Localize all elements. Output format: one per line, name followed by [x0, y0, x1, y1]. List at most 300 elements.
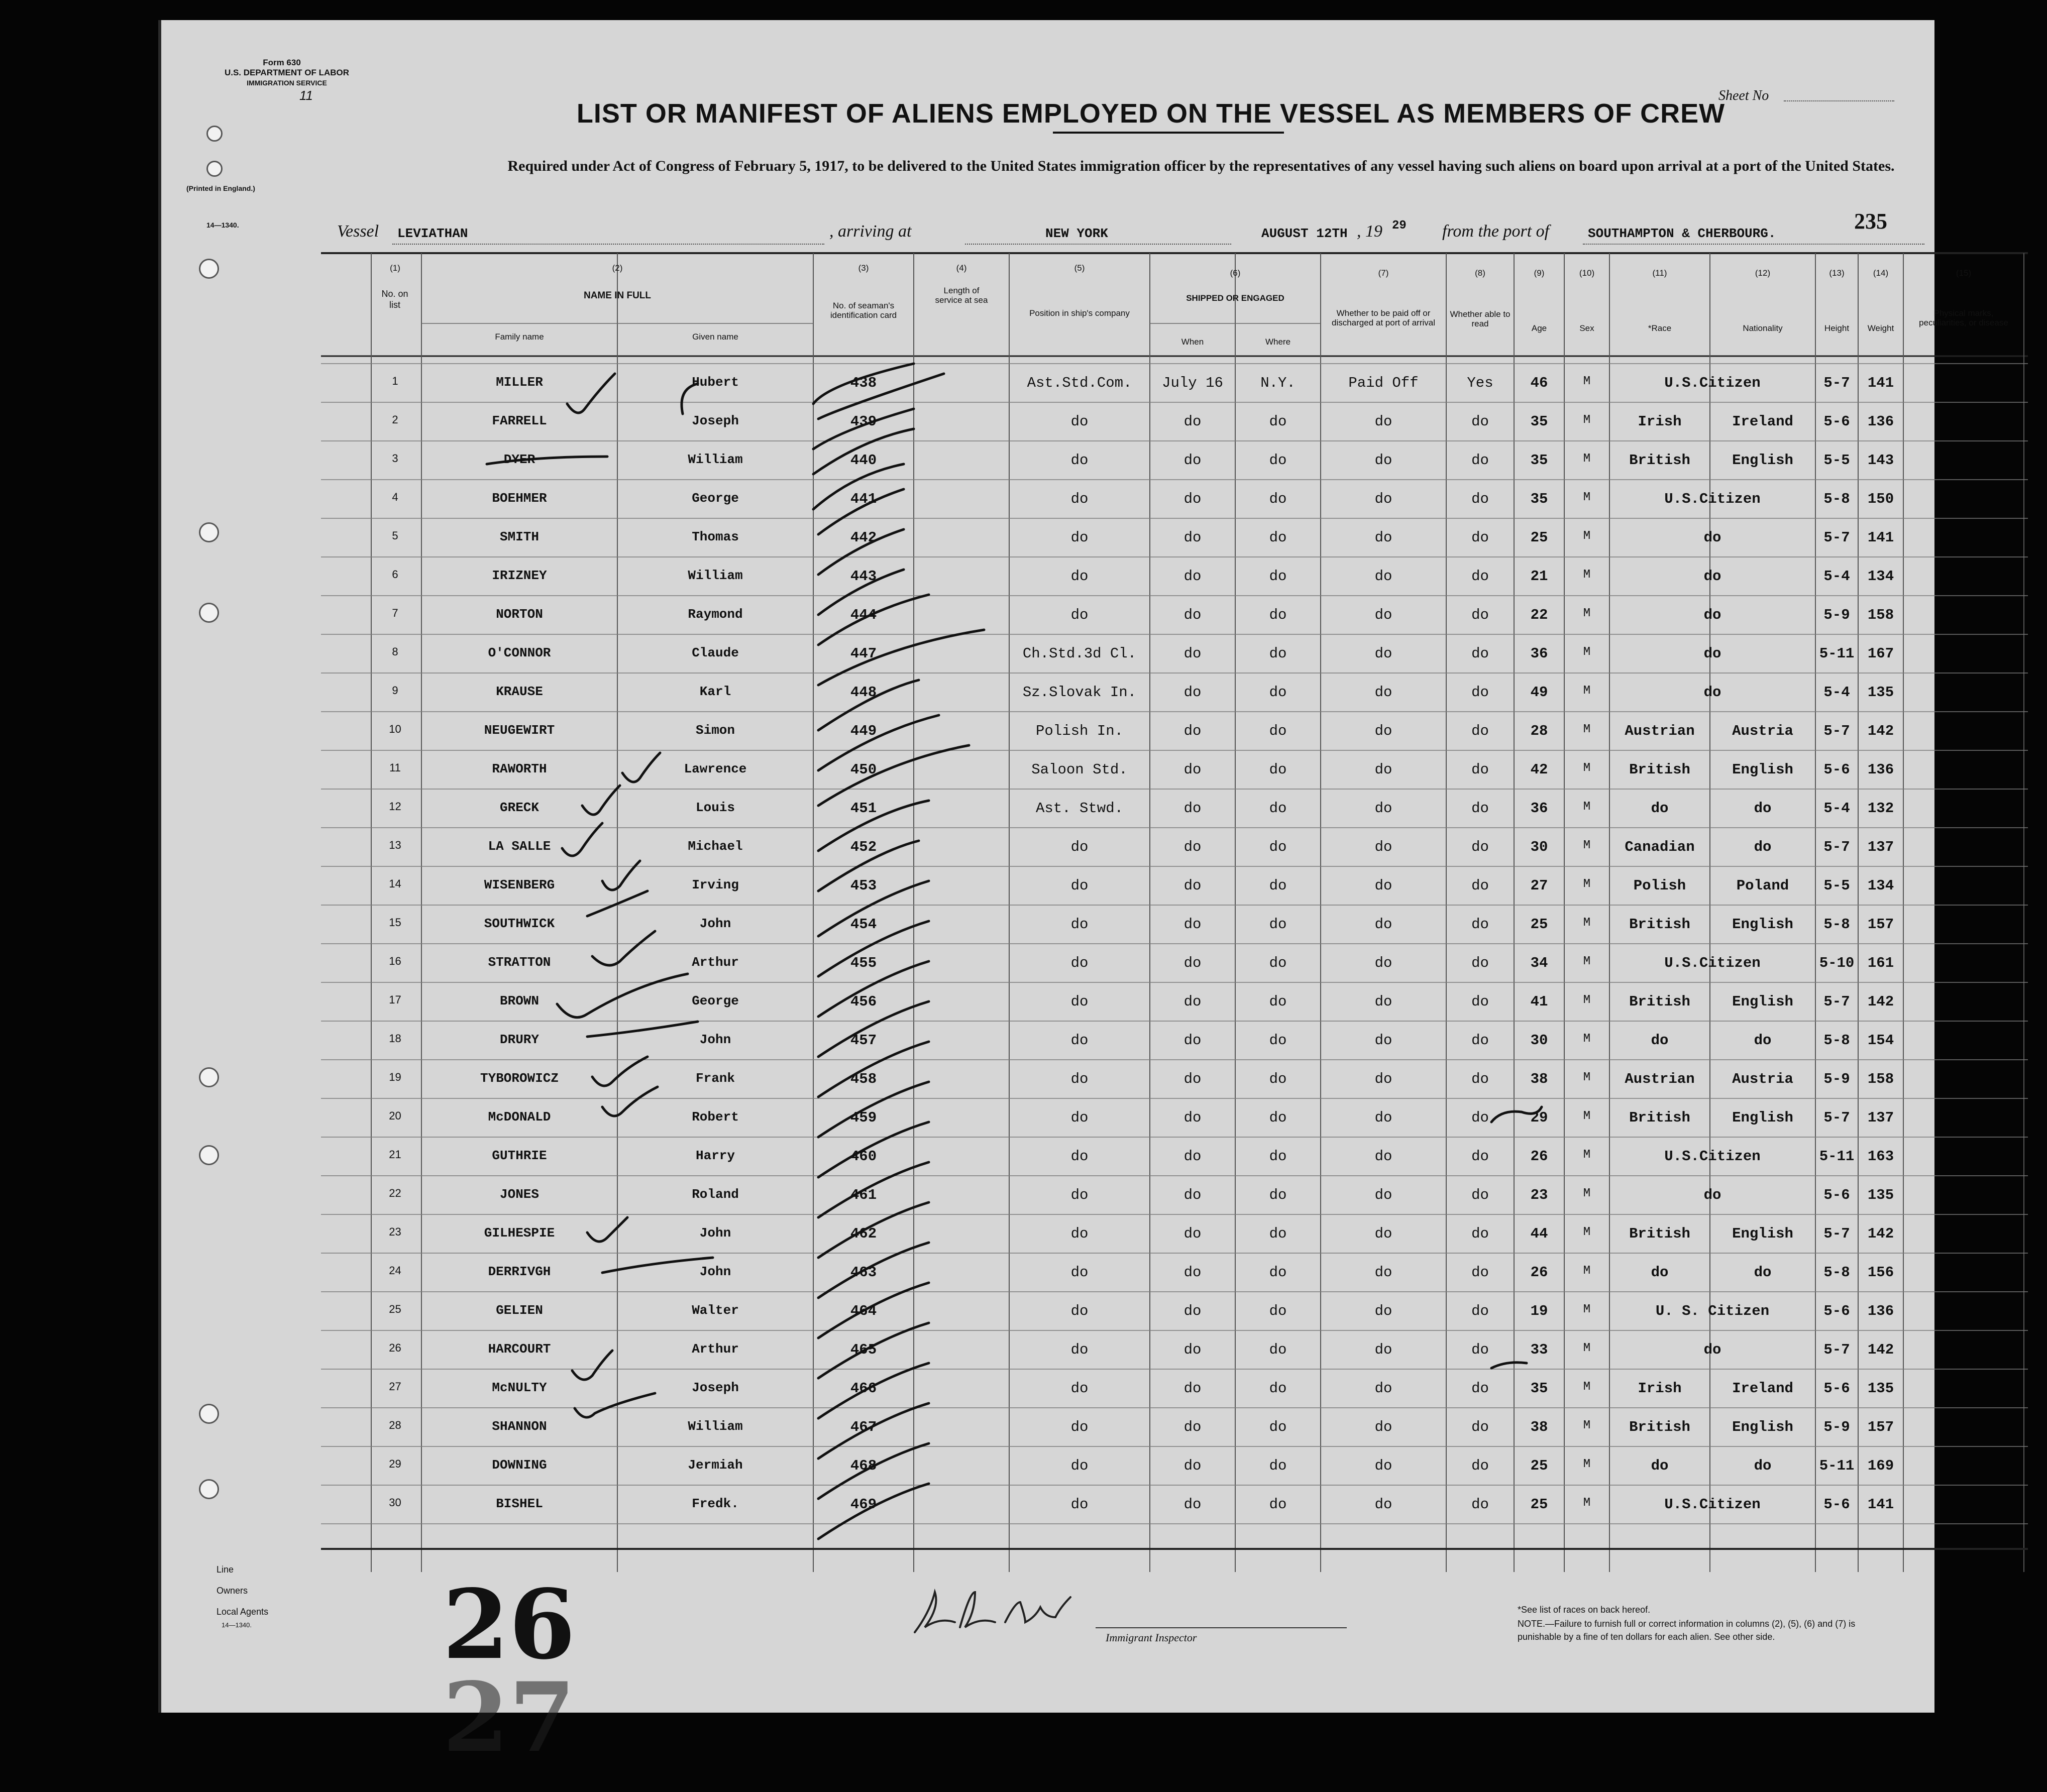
cell-given: Arthur — [692, 955, 739, 970]
cell-when: do — [1183, 916, 1202, 933]
cell-where: do — [1269, 993, 1287, 1010]
cell-span: do — [1703, 607, 1721, 623]
cell-read: do — [1471, 1458, 1489, 1474]
stamp-number: 26 — [443, 1569, 576, 1681]
cell-where: do — [1269, 413, 1287, 430]
cell-card: 461 — [850, 1187, 877, 1203]
cell-given: John — [699, 1032, 731, 1047]
department: U.S. DEPARTMENT OF LABOR — [224, 68, 350, 77]
cell-age: 23 — [1530, 1187, 1548, 1203]
cell-no: 30 — [389, 1496, 401, 1509]
cell-no: 23 — [389, 1225, 401, 1238]
punch-hole — [199, 603, 219, 623]
cell-position: do — [1070, 529, 1089, 546]
cell-age: 35 — [1530, 452, 1548, 469]
cell-read: do — [1471, 529, 1489, 546]
cell-position: do — [1070, 916, 1089, 933]
cell-no: 2 — [392, 413, 398, 426]
cell-when: do — [1183, 684, 1202, 701]
cell-when: do — [1183, 1419, 1202, 1435]
cell-paid: do — [1374, 723, 1392, 739]
cell-read: do — [1471, 684, 1489, 701]
cell-span: U.S.Citizen — [1664, 955, 1761, 971]
page-title: LIST OR MANIFEST OF ALIENS EMPLOYED ON THE VESSEL AS MEMBERS OF CREW — [576, 98, 1726, 129]
cell-given: Raymond — [688, 607, 743, 622]
cell-paid: do — [1374, 413, 1392, 430]
cell-sex: M — [1583, 761, 1591, 775]
cell-card: 442 — [850, 529, 877, 546]
header-no-on-list: No. on list — [381, 289, 408, 310]
cell-weight: 150 — [1867, 491, 1894, 507]
cell-sex: M — [1583, 607, 1591, 620]
cell-card: 458 — [850, 1071, 877, 1087]
cell-height: 5-4 — [1823, 684, 1850, 701]
cell-position: do — [1070, 568, 1089, 585]
cell-given: Hubert — [692, 375, 739, 390]
cell-no: 9 — [392, 684, 398, 697]
cell-position: Ch.Std.3d Cl. — [1022, 645, 1137, 662]
cell-height: 5-4 — [1823, 568, 1850, 585]
cell-no: 18 — [389, 1032, 401, 1045]
agents-label: Local Agents — [217, 1607, 269, 1617]
cell-nationality: English — [1732, 1419, 1793, 1435]
cell-read: do — [1471, 723, 1489, 739]
cell-sex: M — [1583, 1496, 1591, 1510]
cell-position: do — [1070, 1109, 1089, 1126]
cell-age: 27 — [1530, 877, 1548, 894]
cell-card: 462 — [850, 1225, 877, 1242]
cell-family: McDONALD — [488, 1109, 551, 1125]
cell-height: 5-9 — [1823, 607, 1850, 623]
cell-read: do — [1471, 1071, 1489, 1087]
cell-where: do — [1269, 607, 1287, 623]
cell-position: do — [1070, 491, 1089, 507]
cell-where: do — [1269, 839, 1287, 855]
cell-age: 35 — [1530, 413, 1548, 430]
cell-no: 7 — [392, 607, 398, 619]
cell-given: Fredk. — [692, 1496, 739, 1511]
cell-card: 438 — [850, 375, 877, 391]
cell-race: British — [1629, 1109, 1690, 1126]
cell-family: MILLER — [496, 375, 543, 390]
cell-given: Joseph — [692, 413, 739, 428]
cell-sex: M — [1583, 955, 1591, 968]
cell-weight: 134 — [1867, 877, 1894, 894]
cell-position: do — [1070, 1032, 1089, 1049]
cell-sex: M — [1583, 645, 1591, 659]
cell-paid: do — [1374, 993, 1392, 1010]
cell-height: 5-8 — [1823, 1264, 1850, 1281]
cell-weight: 157 — [1867, 916, 1894, 933]
handwritten-checkmarks — [321, 253, 2028, 1572]
cell-nationality: English — [1732, 993, 1793, 1010]
cell-weight: 137 — [1867, 839, 1894, 855]
cell-age: 26 — [1530, 1148, 1548, 1165]
cell-sex: M — [1583, 1109, 1591, 1123]
cell-when: July 16 — [1162, 375, 1223, 391]
cell-paid: do — [1374, 491, 1392, 507]
cell-height: 5-8 — [1823, 491, 1850, 507]
cell-no: 21 — [389, 1148, 401, 1161]
cell-height: 5-11 — [1819, 1458, 1855, 1474]
cell-age: 38 — [1530, 1419, 1548, 1435]
cell-card: 464 — [850, 1303, 877, 1319]
cell-span: do — [1703, 684, 1721, 701]
cell-sex: M — [1583, 1303, 1591, 1316]
cell-nationality: do — [1754, 800, 1772, 817]
cell-nationality: Ireland — [1732, 1380, 1793, 1397]
header-col5-num: (5) — [1074, 263, 1085, 273]
cell-paid: do — [1374, 800, 1392, 817]
cell-height: 5-7 — [1823, 839, 1850, 855]
cell-sex: M — [1583, 529, 1591, 543]
cell-position: do — [1070, 413, 1089, 430]
cell-weight: 154 — [1867, 1032, 1894, 1049]
cell-weight: 136 — [1867, 761, 1894, 778]
cell-paid: do — [1374, 1458, 1392, 1474]
header-col3-num: (3) — [858, 263, 869, 273]
stamp-number-ghost: 27 — [443, 1661, 576, 1773]
cell-race: British — [1629, 993, 1690, 1010]
cell-race: British — [1629, 1225, 1690, 1242]
cell-position: do — [1070, 1187, 1089, 1203]
cell-card: 467 — [850, 1419, 877, 1435]
cell-position: do — [1070, 1496, 1089, 1513]
cell-given: William — [688, 568, 743, 583]
cell-weight: 157 — [1867, 1419, 1894, 1435]
cell-where: do — [1269, 1148, 1287, 1165]
cell-given: Irving — [692, 877, 739, 892]
cell-when: do — [1183, 993, 1202, 1010]
cell-paid: do — [1374, 839, 1392, 855]
cell-given: Karl — [699, 684, 731, 699]
manifest-sheet — [158, 20, 2008, 1773]
cell-read: do — [1471, 993, 1489, 1010]
cell-position: do — [1070, 993, 1089, 1010]
cell-when: do — [1183, 1148, 1202, 1165]
cell-card: 448 — [850, 684, 877, 701]
cell-sex: M — [1583, 1071, 1591, 1084]
header-given-name: Given name — [692, 332, 738, 342]
cell-given: Robert — [692, 1109, 739, 1125]
cell-card: 455 — [850, 955, 877, 971]
cell-card: 443 — [850, 568, 877, 585]
cell-weight: 167 — [1867, 645, 1894, 662]
cell-age: 41 — [1530, 993, 1548, 1010]
cell-weight: 134 — [1867, 568, 1894, 585]
header-sex: Sex — [1579, 323, 1594, 333]
cell-sex: M — [1583, 839, 1591, 852]
cell-when: do — [1183, 1032, 1202, 1049]
cell-nationality: Poland — [1736, 877, 1789, 894]
header-height: Height — [1824, 323, 1850, 333]
punch-hole — [206, 126, 223, 142]
cell-age: 33 — [1530, 1341, 1548, 1358]
cell-position: Sz.Slovak In. — [1022, 684, 1137, 701]
year-suffix: 29 — [1392, 219, 1407, 233]
header-col9-num: (9) — [1534, 268, 1545, 278]
cell-height: 5-6 — [1823, 1380, 1850, 1397]
cell-no: 10 — [389, 723, 401, 735]
cell-read: do — [1471, 1225, 1489, 1242]
cell-when: do — [1183, 955, 1202, 971]
cell-sex: M — [1583, 1419, 1591, 1432]
vessel-label: Vessel — [337, 222, 379, 241]
cell-paid: do — [1374, 1148, 1392, 1165]
cell-no: 19 — [389, 1071, 401, 1083]
cell-height: 5-11 — [1819, 1148, 1855, 1165]
header-nationality: Nationality — [1743, 323, 1783, 333]
header-col1-num: (1) — [390, 263, 400, 273]
cell-sex: M — [1583, 1380, 1591, 1394]
cell-no: 12 — [389, 800, 401, 813]
from-port: SOUTHAMPTON & CHERBOURG. — [1588, 226, 1776, 241]
header-length-service: Length of service at sea — [935, 286, 988, 305]
cell-family: GILHESPIE — [484, 1225, 555, 1241]
cell-when: do — [1183, 452, 1202, 469]
cell-sex: M — [1583, 1225, 1591, 1239]
cell-race: British — [1629, 452, 1690, 469]
cell-race: British — [1629, 761, 1690, 778]
race-note: *See list of races on back hereof. — [1518, 1605, 1651, 1615]
cell-family: HARCOURT — [488, 1341, 551, 1357]
cell-sex: M — [1583, 1032, 1591, 1046]
line-label: Line — [217, 1564, 234, 1575]
cell-race: Canadian — [1625, 839, 1695, 855]
vessel-name: LEVIATHAN — [397, 226, 468, 241]
cell-read: do — [1471, 800, 1489, 817]
header-physical-marks: Physical marks, peculiarities, or disease — [1919, 308, 2008, 327]
year-prefix: , 19 — [1357, 222, 1382, 241]
cell-race: do — [1651, 1264, 1669, 1281]
cell-sex: M — [1583, 491, 1591, 504]
cell-where: do — [1269, 1380, 1287, 1397]
cell-family: TYBOROWICZ — [480, 1071, 559, 1086]
cell-family: KRAUSE — [496, 684, 543, 699]
cell-position: do — [1070, 1264, 1089, 1281]
cell-weight: 135 — [1867, 1187, 1894, 1203]
cell-where: do — [1269, 1419, 1287, 1435]
cell-given: John — [699, 916, 731, 931]
header-weight: Weight — [1867, 323, 1894, 333]
cell-card: 440 — [850, 452, 877, 469]
cell-position: do — [1070, 1303, 1089, 1319]
cell-age: 35 — [1530, 1380, 1548, 1397]
cell-family: SHANNON — [492, 1419, 547, 1434]
cell-height: 5-11 — [1819, 645, 1855, 662]
cell-read: do — [1471, 1380, 1489, 1397]
cell-nationality: English — [1732, 761, 1793, 778]
header-able-read: Whether able to read — [1450, 309, 1511, 328]
cell-read: do — [1471, 491, 1489, 507]
cell-read: do — [1471, 1109, 1489, 1126]
cell-read: do — [1471, 1419, 1489, 1435]
cell-given: George — [692, 491, 739, 506]
cell-where: do — [1269, 800, 1287, 817]
cell-age: 34 — [1530, 955, 1548, 971]
cell-when: do — [1183, 1225, 1202, 1242]
cell-weight: 142 — [1867, 723, 1894, 739]
cell-card: 459 — [850, 1109, 877, 1126]
punch-hole — [199, 1404, 219, 1424]
cell-family: IRIZNEY — [492, 568, 547, 583]
cell-span: U. S. Citizen — [1655, 1303, 1770, 1319]
cell-given: Michael — [688, 839, 743, 854]
header-id-card: No. of seaman's identification card — [830, 301, 897, 320]
punch-hole — [199, 1479, 219, 1499]
header-col2-num: (2) — [612, 263, 623, 273]
cell-sex: M — [1583, 916, 1591, 930]
cell-card: 466 — [850, 1380, 877, 1397]
cell-height: 5-4 — [1823, 800, 1850, 817]
cell-when: do — [1183, 491, 1202, 507]
cell-no: 8 — [392, 645, 398, 658]
cell-height: 5-10 — [1819, 955, 1855, 971]
cell-paid: do — [1374, 645, 1392, 662]
cell-read: do — [1471, 645, 1489, 662]
cell-position: Ast.Std.Com. — [1027, 375, 1132, 391]
cell-card: 465 — [850, 1341, 877, 1358]
service: IMMIGRATION SERVICE — [247, 79, 327, 87]
form-code: 14—1340. — [206, 221, 239, 229]
cell-weight: 161 — [1867, 955, 1894, 971]
header-when: When — [1181, 337, 1204, 347]
cell-sex: M — [1583, 568, 1591, 582]
cell-card: 457 — [850, 1032, 877, 1049]
cell-read: do — [1471, 1496, 1489, 1513]
cell-age: 36 — [1530, 645, 1548, 662]
cell-height: 5-9 — [1823, 1419, 1850, 1435]
cell-nationality: do — [1754, 1032, 1772, 1049]
cell-family: SOUTHWICK — [484, 916, 555, 931]
cell-read: do — [1471, 1032, 1489, 1049]
cell-family: NORTON — [496, 607, 543, 622]
cell-position: do — [1070, 1071, 1089, 1087]
cell-age: 49 — [1530, 684, 1548, 701]
cell-where: do — [1269, 1341, 1287, 1358]
cell-family: JONES — [499, 1187, 539, 1202]
cell-no: 22 — [389, 1187, 401, 1199]
cell-no: 26 — [389, 1341, 401, 1354]
cell-nationality: Austria — [1732, 723, 1793, 739]
cell-race: Austrian — [1625, 723, 1695, 739]
cell-given: Simon — [695, 723, 735, 738]
cell-where: do — [1269, 1225, 1287, 1242]
cell-nationality: Ireland — [1732, 413, 1793, 430]
cell-nationality: do — [1754, 1458, 1772, 1474]
cell-given: Jermiah — [688, 1458, 743, 1473]
cell-no: 20 — [389, 1109, 401, 1122]
footer-code: 14—1340. — [222, 1621, 252, 1629]
cell-when: do — [1183, 1187, 1202, 1203]
cell-given: Roland — [692, 1187, 739, 1202]
cell-family: BOEHMER — [492, 491, 547, 506]
cell-sex: M — [1583, 413, 1591, 427]
cell-nationality: English — [1732, 916, 1793, 933]
cell-weight: 141 — [1867, 529, 1894, 546]
header-col7-num: (7) — [1378, 268, 1389, 278]
cell-paid: do — [1374, 684, 1392, 701]
cell-weight: 142 — [1867, 1341, 1894, 1358]
sheet-no-label: Sheet No — [1718, 88, 1769, 103]
cell-where: do — [1269, 529, 1287, 546]
cell-where: N.Y. — [1260, 375, 1296, 391]
cell-card: 451 — [850, 800, 877, 817]
cell-family: LA SALLE — [488, 839, 551, 854]
cell-weight: 142 — [1867, 1225, 1894, 1242]
cell-read: Yes — [1467, 375, 1493, 391]
cell-given: Arthur — [692, 1341, 739, 1357]
cell-where: do — [1269, 916, 1287, 933]
cell-when: do — [1183, 723, 1202, 739]
cell-weight: 142 — [1867, 993, 1894, 1010]
cell-age: 26 — [1530, 1264, 1548, 1281]
header-col12-num: (12) — [1755, 268, 1771, 278]
cell-weight: 169 — [1867, 1458, 1894, 1474]
header-family-name: Family name — [495, 332, 544, 342]
header-col8-num: (8) — [1475, 268, 1485, 278]
cell-family: BISHEL — [496, 1496, 543, 1511]
cell-given: John — [699, 1225, 731, 1241]
cell-paid: do — [1374, 529, 1392, 546]
cell-no: 11 — [389, 761, 401, 774]
handwritten-mark: 11 — [299, 88, 313, 103]
header-col15-num: (15) — [1956, 268, 1972, 278]
cell-position: do — [1070, 1419, 1089, 1435]
cell-when: do — [1183, 413, 1202, 430]
cell-race: Irish — [1638, 413, 1682, 430]
cell-height: 5-7 — [1823, 375, 1850, 391]
cell-sex: M — [1583, 1341, 1591, 1355]
cell-family: O'CONNOR — [488, 645, 551, 660]
cell-race: British — [1629, 916, 1690, 933]
cell-no: 17 — [389, 993, 401, 1006]
header-paid-off: Whether to be paid off or discharged at port of arrival — [1332, 308, 1435, 327]
cell-height: 5-7 — [1823, 1109, 1850, 1126]
cell-family: STRATTON — [488, 955, 551, 970]
cell-given: William — [688, 1419, 743, 1434]
cell-when: do — [1183, 1458, 1202, 1474]
cell-given: Louis — [695, 800, 735, 815]
inspector-line — [1096, 1627, 1347, 1628]
cell-paid: do — [1374, 761, 1392, 778]
cell-given: Harry — [695, 1148, 735, 1163]
cell-card: 439 — [850, 413, 877, 430]
cell-position: do — [1070, 607, 1089, 623]
cell-where: do — [1269, 1032, 1287, 1049]
cell-family: GELIEN — [496, 1303, 543, 1318]
cell-position: do — [1070, 955, 1089, 971]
cell-sex: M — [1583, 1187, 1591, 1200]
cell-weight: 132 — [1867, 800, 1894, 817]
arrival-date: AUGUST 12TH — [1261, 226, 1348, 241]
cell-when: do — [1183, 1071, 1202, 1087]
cell-race: Polish — [1633, 877, 1686, 894]
punch-hole — [199, 259, 219, 279]
cell-age: 21 — [1530, 568, 1548, 585]
owners-label: Owners — [217, 1586, 248, 1596]
cell-span: do — [1703, 1187, 1721, 1203]
cell-paid: do — [1374, 1341, 1392, 1358]
cell-card: 441 — [850, 491, 877, 507]
cell-age: 30 — [1530, 1032, 1548, 1049]
cell-paid: do — [1374, 607, 1392, 623]
cell-race: do — [1651, 1458, 1669, 1474]
cell-age: 44 — [1530, 1225, 1548, 1242]
cell-where: do — [1269, 1458, 1287, 1474]
cell-no: 3 — [392, 452, 398, 465]
cell-paid: do — [1374, 955, 1392, 971]
